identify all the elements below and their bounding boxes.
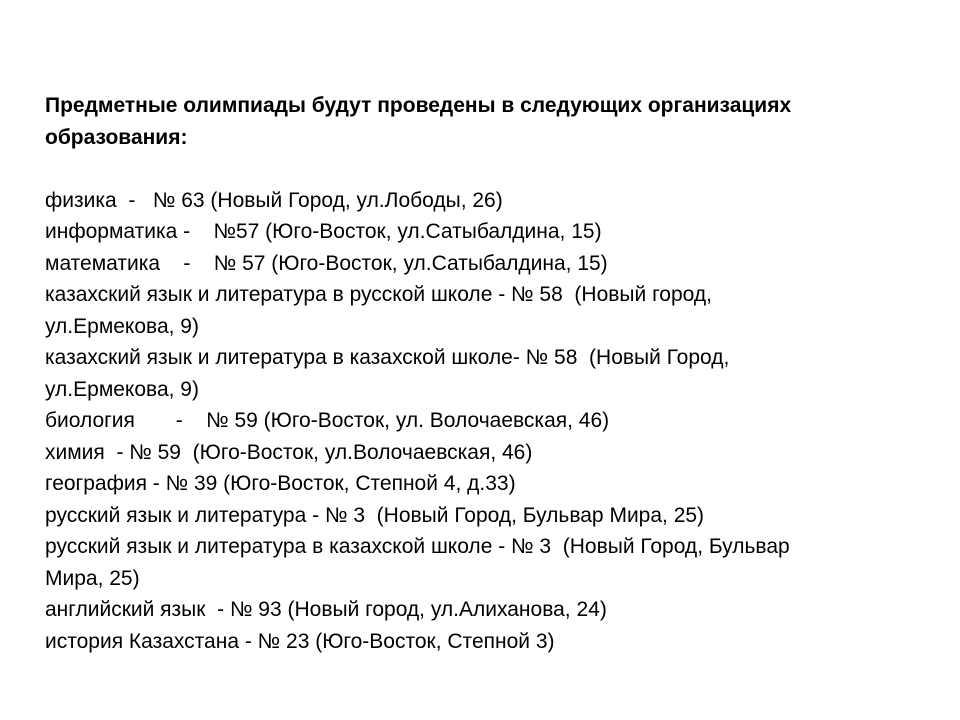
list-item-text-continued: ул.Ермекова, 9) bbox=[45, 377, 199, 401]
list-item-text: математика - № 57 (Юго-Восток, ул.Сатыбалдина, 15) bbox=[45, 251, 608, 275]
blank-line bbox=[45, 153, 925, 185]
list-item-text: география - № 39 (Юго-Восток, Степной 4, д.33) bbox=[45, 472, 516, 495]
list-item-russian bbox=[45, 500, 925, 532]
list-item-text: история Казахстана - № 23 (Юго-Восток, Степной 3) bbox=[45, 629, 555, 653]
list-item-text: русский язык и литература - № 3 (Новый Город, Бульвар Мира, 25) bbox=[45, 503, 705, 527]
heading-line-1: Предметные олимпиады будут проведены в следующих организациях bbox=[45, 94, 792, 117]
list-item-kazakh-kazakh-school bbox=[45, 342, 925, 405]
list-item-text: казахский язык и литература в казахской школе- № 58 (Новый Город, bbox=[45, 346, 730, 369]
heading-line-2: образования: bbox=[45, 125, 188, 149]
list-item-text: химия - № 59 (Юго-Восток, ул.Волочаевская, 46) bbox=[45, 440, 533, 464]
list-item-informatics bbox=[45, 216, 925, 248]
list-item-text: информатика - №57 (Юго-Восток, ул.Сатыбалдина, 15) bbox=[45, 220, 602, 243]
list-item-geography bbox=[45, 468, 925, 500]
list-item-mathematics bbox=[45, 248, 925, 280]
list-item-kazakh-russian-school bbox=[45, 279, 925, 342]
list-item-english bbox=[45, 594, 925, 626]
list-item-text: русский язык и литература в казахской школе - № 3 (Новый Город, Бульвар bbox=[45, 535, 790, 558]
list-item-text: биология - № 59 (Юго-Восток, ул. Волочаевская, 46) bbox=[45, 409, 610, 432]
list-item-biology bbox=[45, 405, 925, 437]
list-item-physics bbox=[45, 185, 925, 217]
slide-heading bbox=[45, 90, 925, 153]
list-item-russian-kazakh-school bbox=[45, 531, 925, 594]
list-item-text: физика - № 63 (Новый Город, ул.Лободы, 26) bbox=[45, 188, 503, 212]
list-item-history-kazakhstan bbox=[45, 626, 925, 658]
list-item-text: английский язык - № 93 (Новый город, ул.Алиханова, 24) bbox=[45, 598, 607, 621]
list-item-chemistry bbox=[45, 437, 925, 469]
slide-content bbox=[45, 90, 925, 657]
olympiad-list bbox=[45, 185, 925, 658]
list-item-text-continued: Мира, 25) bbox=[45, 566, 140, 590]
list-item-text-continued: ул.Ермекова, 9) bbox=[45, 314, 199, 338]
list-item-text: казахский язык и литература в русской школе - № 58 (Новый город, bbox=[45, 283, 712, 306]
